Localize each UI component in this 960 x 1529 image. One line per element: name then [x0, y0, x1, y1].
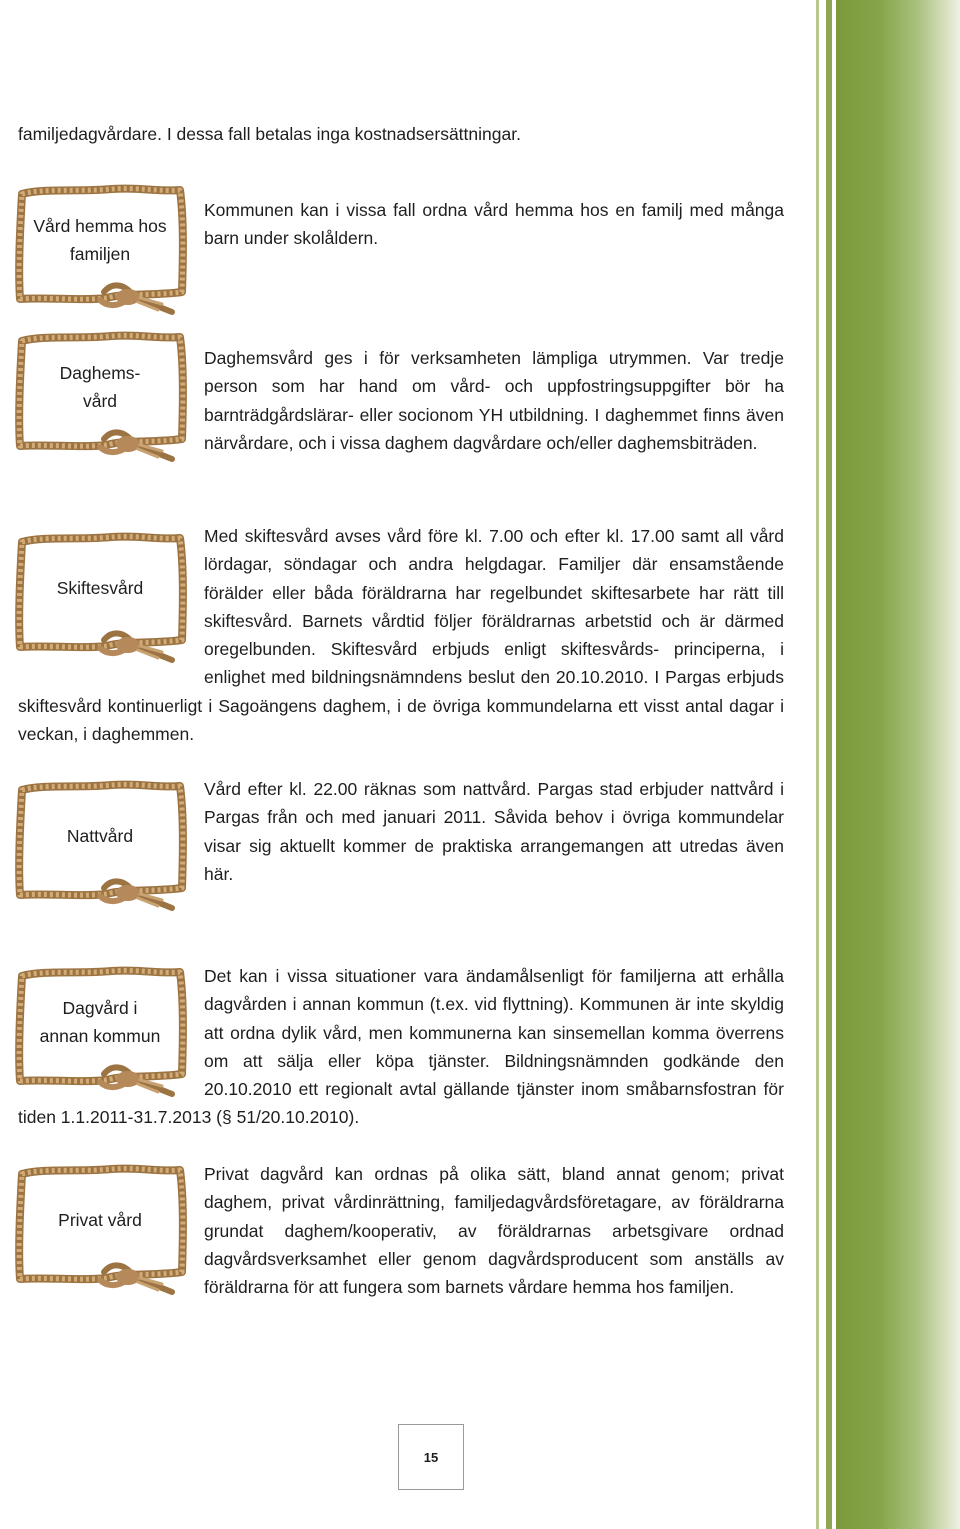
rope-frame — [12, 776, 188, 908]
rope-frame — [12, 180, 188, 312]
decor-stripe-thin — [816, 0, 819, 1529]
section-text: Vård efter kl. 22.00 räknas som nattvård. Pargas stad erbjuder nattvård i Pargas från och med januari 2011. Såvida behov i övriga kommundelar visar sig aktuellt kommer de praktiska arrangemangen att utredas även här. — [204, 779, 784, 884]
wrap-spacer — [18, 962, 204, 1102]
section-label: Dagvård i annan kommun — [39, 998, 161, 1046]
section-label: Nattvård — [66, 826, 134, 846]
section-text: Daghemsvård ges i för verksamheten lämpliga utrymmen. Var tredje person som har hand om vård- och uppfostringsuppgifter bör ha barnträdgårdslärar- eller socionom YH utbildning. I daghemmet finns även närvårdare, och i vissa daghem dagvårdare och/eller daghemsbiträden. — [204, 348, 784, 453]
decor-green-band — [836, 0, 960, 1529]
section-text — [18, 522, 784, 748]
page-number: 15 — [398, 1424, 464, 1490]
wrap-spacer — [18, 522, 204, 664]
section-label: Skiftesvård — [56, 578, 144, 598]
decor-stripe — [826, 0, 832, 1529]
wrap-spacer — [18, 1160, 204, 1300]
section-label: Daghems-vård — [59, 363, 141, 411]
section-label: Privat vård — [58, 1210, 142, 1230]
rope-frame — [12, 327, 188, 459]
section-body: Det kan i vissa situationer vara ändamålsenligt för familjerna att erhålla dagvården i annan kommun (t.ex. vid flyttning). Kommunen är inte skyldig att ordna dylik vård, men kommunerna kan sinsemellan komma överrens om att sälja eller köpa tjänster. Bildningsnämnden godkände den 20.10.2010 ett regionalt avtal gällande tjänster inom småbarnsfostran för tiden 1.1.2011-31.7.2013 (§ 51/20.10.2010). — [18, 966, 784, 1128]
intro-text: familjedagvårdare. I dessa fall betalas inga kostnadsersättningar. — [18, 124, 521, 144]
section-text — [18, 1160, 784, 1301]
section-label: Vård hemma hos familjen — [33, 216, 167, 264]
section-body: Privat dagvård kan ordnas på olika sätt, bland annat genom; privat daghem, privat vårdinrättning, familjedagvårdsföretagare, av föräldrarna grundat daghem/kooperativ, av föräldrarnas arbetsgivare ordnad dagvårdsverksamhet eller genom dagvårdsproducent som anställs av föräldrarna för att fungera som barnets vårdare hemma hos familjen. — [204, 1164, 784, 1298]
section-text — [18, 962, 784, 1132]
section-text: Kommunen kan i vissa fall ordna vård hemma hos en familj med många barn under skolåldern. — [204, 200, 784, 249]
section-body: Med skiftesvård avses vård före kl. 7.00 och efter kl. 17.00 samt all vård lördagar, söndagar och andra helgdagar. Familjer där ensamstående förälder eller båda föräldrarna har regelbundet skiftesarbete har rätt till skiftesvård. Barnets vårdtid följer föräldrarnas arbetstid och är därmed oregelbunden. Skiftesvård erbjuds enligt skiftesvårds- principerna, i enlighet med bildningsnämndens beslut den 20.10.2010. I Pargas erbjuds skiftesvård kontinuerligt i Sagoängens daghem, i de övriga kommundelarna ett visst antal dagar i veckan, i daghemmen. — [18, 526, 784, 745]
